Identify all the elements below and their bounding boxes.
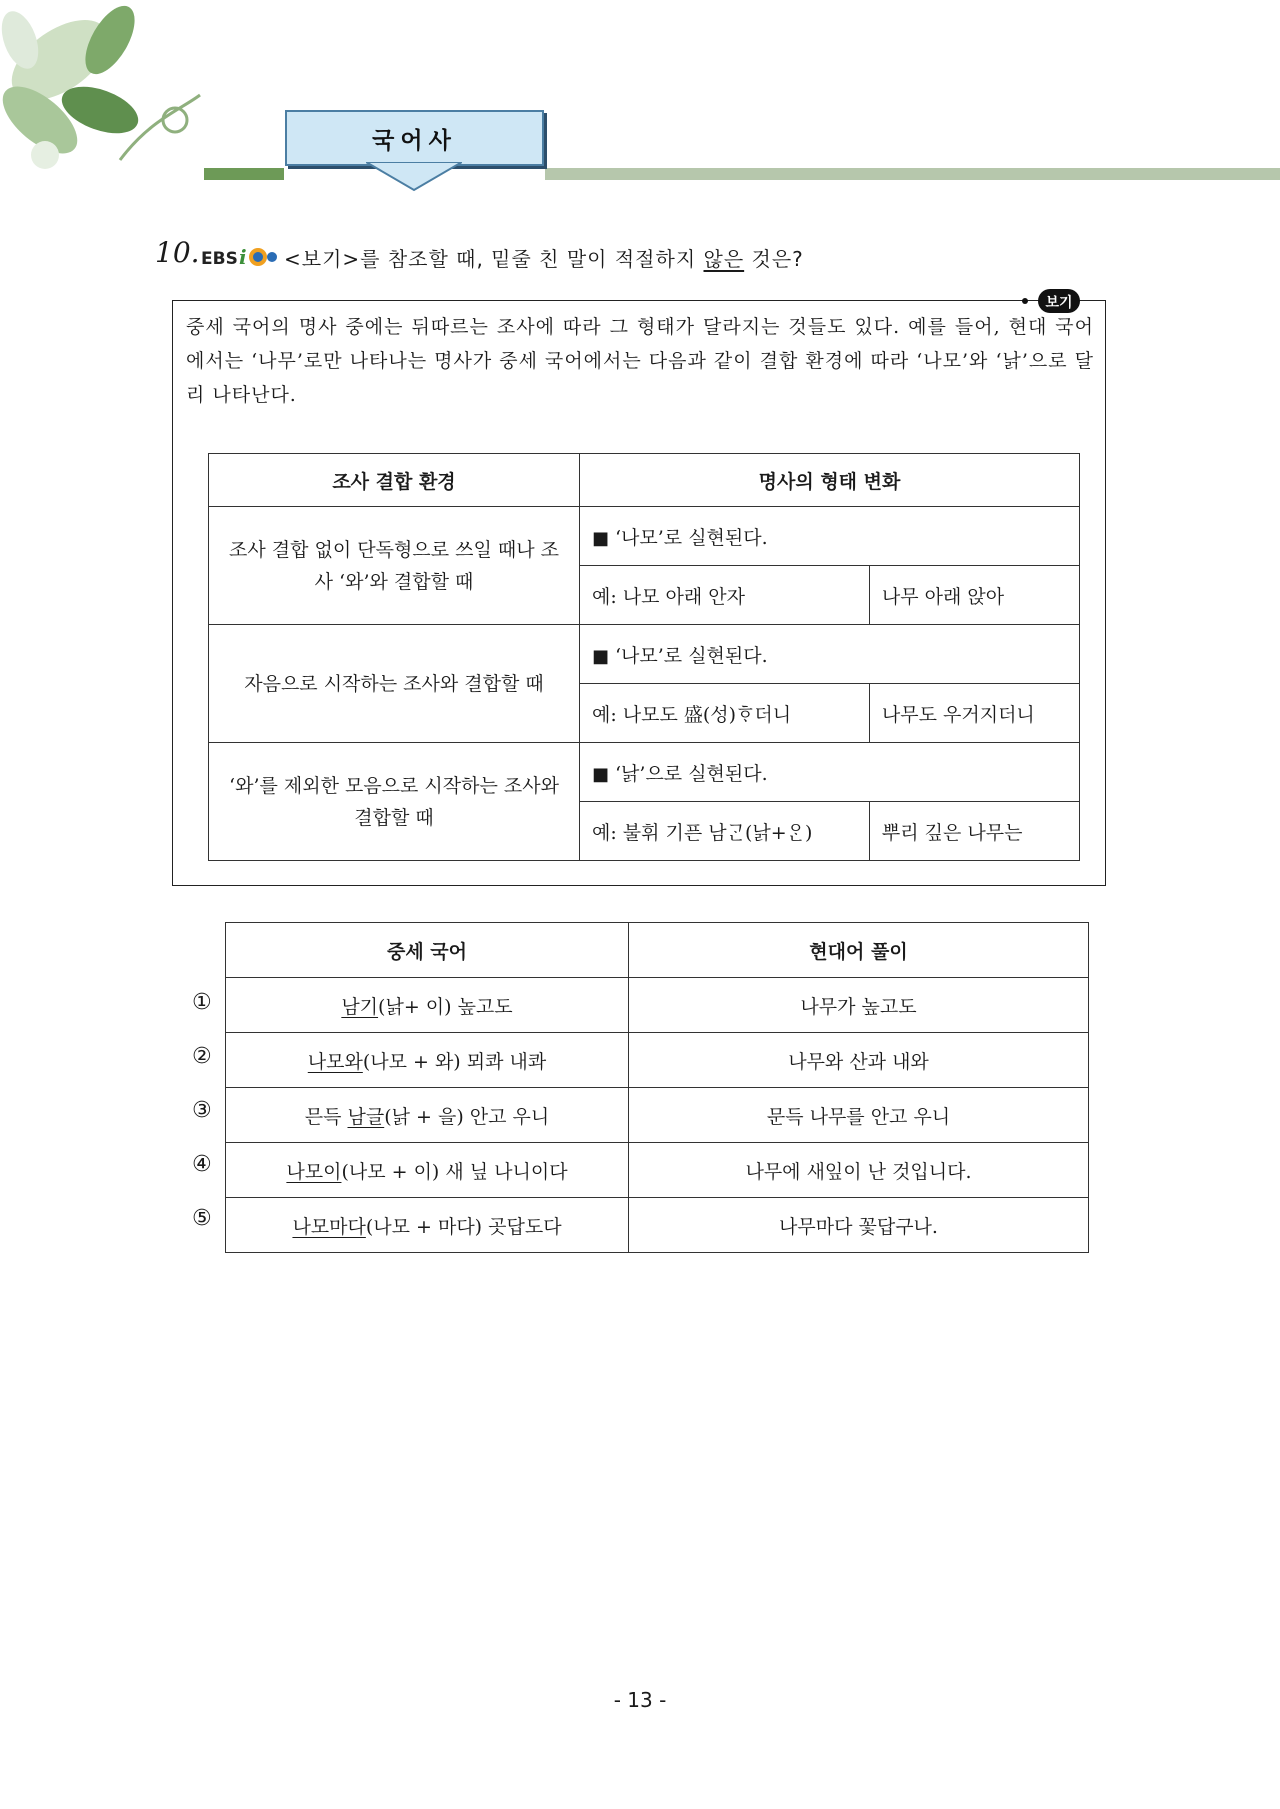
question-text: <보기>를 참조할 때, 밑줄 친 말이 적절하지 않은 것은? xyxy=(284,247,804,271)
table-row xyxy=(209,743,1080,802)
middle-korean-cell: 남기(낡+ 이) 높고도 xyxy=(226,978,629,1033)
leaf-decoration-icon xyxy=(0,0,210,180)
modern-cell: 나무 아래 앉아 xyxy=(869,566,1079,625)
modern-cell: 나무에 새잎이 난 것입니다. xyxy=(629,1143,1089,1198)
answer-row xyxy=(226,1198,1089,1253)
choice-number[interactable]: ① xyxy=(192,990,212,1015)
choice-number[interactable]: ④ xyxy=(192,1152,212,1177)
example-cell: 예: 나모 아래 안자 xyxy=(580,566,870,625)
bogi-badge-label: 보기 xyxy=(1045,295,1073,311)
middle-korean-cell: 나모와(나모 + 와) 뫼콰 내콰 xyxy=(226,1033,629,1088)
middle-korean-cell: 나모마다(나모 + 마다) 곳답도다 xyxy=(226,1198,629,1253)
answer-row xyxy=(226,1088,1089,1143)
middle-korean-cell: 믄득 남글(낡 + 을) 안고 우니 xyxy=(226,1088,629,1143)
table-header: 중세 국어 xyxy=(226,923,629,978)
form-cell: ■ ‘낡’으로 실현된다. xyxy=(580,743,1080,802)
table-header: 명사의 형태 변화 xyxy=(580,454,1080,507)
form-cell: ■ ‘나모’로 실현된다. xyxy=(580,625,1080,684)
table-header: 조사 결합 환경 xyxy=(209,454,580,507)
ebsi-logo-icon xyxy=(201,242,279,272)
modern-cell: 나무와 산과 내와 xyxy=(629,1033,1089,1088)
answer-row xyxy=(226,1143,1089,1198)
square-bullet-icon: ■ xyxy=(592,527,610,549)
bogi-paragraph: 중세 국어의 명사 중에는 뒤따르는 조사에 따라 그 형태가 달라지는 것들도 있다. 예를 들어, 현대 국어에서는 ‘나무’로만 나타나는 명사가 중세 국어에서는 다음과 같이 결합 환경에 따라 ‘나모’와 ‘낡’으로 달리 나타난다. xyxy=(186,316,1094,406)
section-title: 국어사 xyxy=(285,110,544,166)
square-bullet-icon: ■ xyxy=(592,763,610,785)
header-bar-left xyxy=(204,168,284,180)
modern-cell: 뿌리 깊은 나무는 xyxy=(869,802,1079,861)
example-cell: 예: 나모도 盛(성)ᄒᆞ더니 xyxy=(580,684,870,743)
svg-text:i: i xyxy=(239,245,247,269)
table-row xyxy=(209,507,1080,566)
page-number: - 13 - xyxy=(613,1688,667,1712)
example-cell: 예: 불휘 기픈 남ᄀᆞᆫ(낡+ᄋᆞᆫ) xyxy=(580,802,870,861)
table-header: 현대어 풀이 xyxy=(629,923,1089,978)
modern-cell: 나무가 높고도 xyxy=(629,978,1089,1033)
modern-cell: 나무마다 꽃답구나. xyxy=(629,1198,1089,1253)
question-number: 10. xyxy=(155,236,200,269)
environment-table xyxy=(208,453,1080,861)
choice-number[interactable]: ② xyxy=(192,1044,212,1069)
form-cell: ■ ‘나모’로 실현된다. xyxy=(580,507,1080,566)
header-bar-right xyxy=(545,168,1280,180)
choice-number[interactable]: ③ xyxy=(192,1098,212,1123)
table-row xyxy=(209,625,1080,684)
env-cell: 자음으로 시작하는 조사와 결합할 때 xyxy=(209,625,580,743)
modern-cell: 나무도 우거지더니 xyxy=(869,684,1079,743)
env-cell: 조사 결합 없이 단독형으로 쓰일 때나 조사 ‘와’와 결합할 때 xyxy=(209,507,580,625)
modern-cell: 문득 나무를 안고 우니 xyxy=(629,1088,1089,1143)
svg-text:EBS: EBS xyxy=(201,249,238,269)
answer-row xyxy=(226,1033,1089,1088)
choice-number[interactable]: ⑤ xyxy=(192,1206,212,1231)
middle-korean-cell: 나모이(나모 + 이) 새 닢 나니이다 xyxy=(226,1143,629,1198)
answer-table xyxy=(225,922,1089,1253)
square-bullet-icon: ■ xyxy=(592,645,610,667)
answer-row xyxy=(226,978,1089,1033)
down-arrow-icon xyxy=(366,162,462,192)
env-cell: ‘와’를 제외한 모음으로 시작하는 조사와 결합할 때 xyxy=(209,743,580,861)
